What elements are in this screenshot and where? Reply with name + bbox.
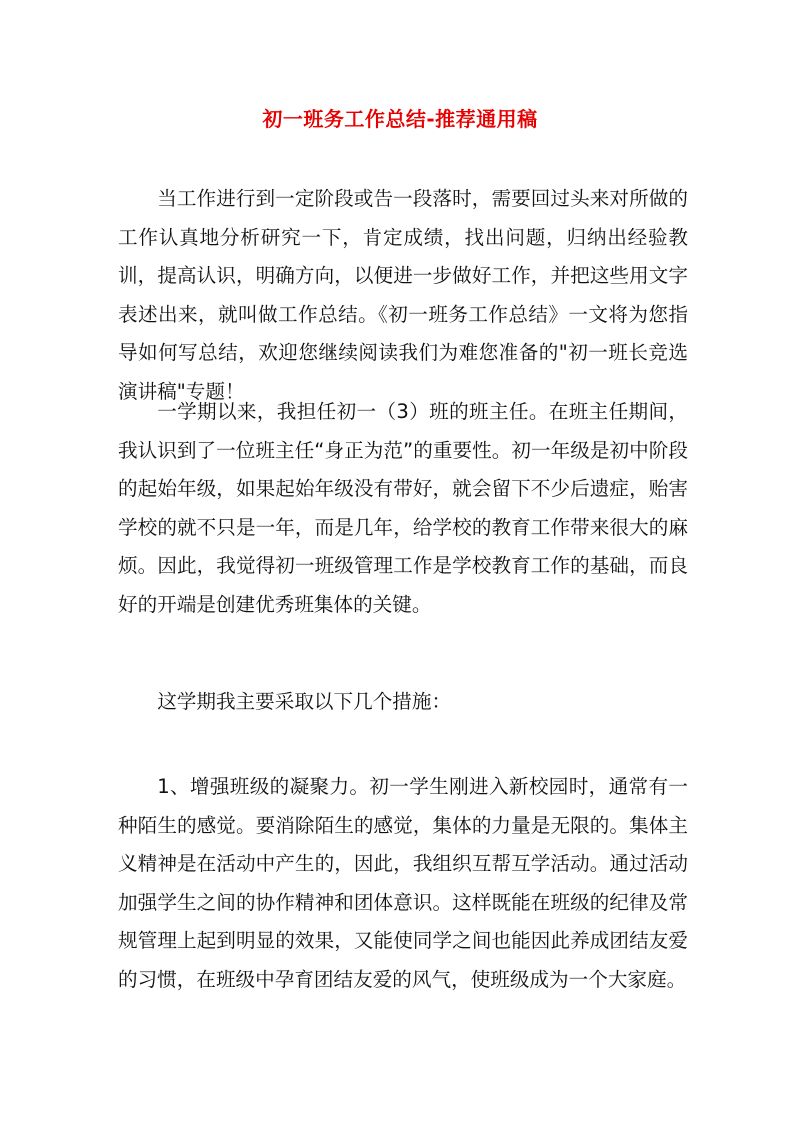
paragraph-background: 一学期以来，我担任初一（3）班的班主任。在班主任期间，我认识到了一位班主任“身正为范”的重要性。初一年级是初中阶段的起始年级，如果起始年级没有带好，就会留下不少后遗症，贻害学校的就不只是一年，而是几年，给学校的教育工作带来很大的麻烦。因此，我觉得初一班级管理工作是学校教育工作的基础，而良好的开端是创建优秀班集体的关键。 — [118, 400, 688, 616]
paragraph-measure-1: 1、增强班级的凝聚力。初一学生刚进入新校园时，通常有一种陌生的感觉。要消除陌生的感觉，集体的力量是无限的。集体主义精神是在活动中产生的，因此，我组织互帮互学活动。通过活动加强学生之间的协作精神和团体意识。这样既能在班级的纪律及常规管理上起到明显的效果，又能使同学之间也能因此养成团结友爱的习惯，在班级中孕育团结友爱的风气，使班级成为一个大家庭。 — [118, 775, 688, 991]
document-title: 初一班务工作总结-推荐通用稿 — [262, 107, 538, 131]
paragraph-intro: 当工作进行到一定阶段或告一段落时，需要回过头来对所做的工作认真地分析研究一下，肯定成绩，找出问题，归纳出经验教训，提高认识，明确方向，以便进一步做好工作，并把这些用文字表述出来，就叫做工作总结。《初一班务工作总结》一文将为您指导如何写总结，欢迎您继续阅读我们为难您准备的"初一班长竞选演讲稿"专题！ — [118, 187, 688, 403]
paragraph-measures-heading: 这学期我主要采取以下几个措施： — [157, 690, 452, 713]
